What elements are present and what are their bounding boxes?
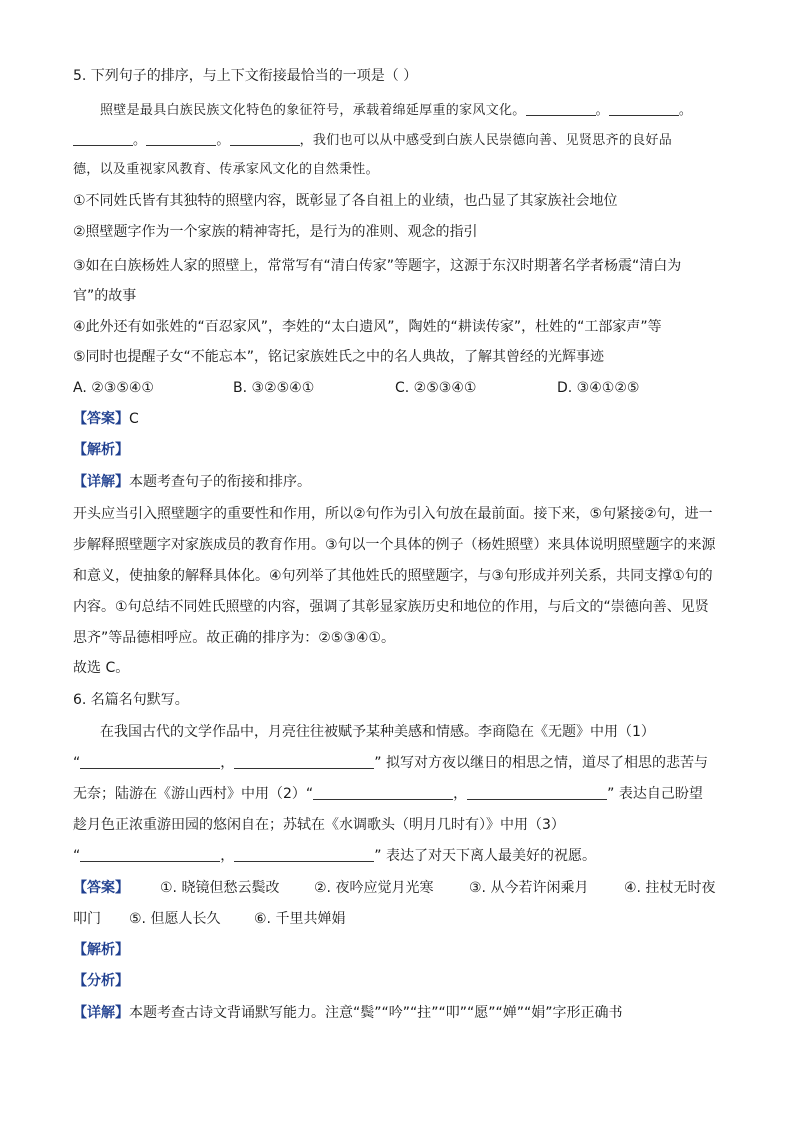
option-d: D. ③④①②⑤ bbox=[557, 380, 640, 396]
answer-tag: 【答案】 bbox=[73, 880, 129, 896]
q6-para-3 bbox=[73, 784, 703, 804]
q5-passage-line3: 德，以及重视家风教育、传承家风文化的自然秉性。 bbox=[73, 162, 379, 177]
blank bbox=[526, 100, 596, 116]
answer-item: ⑤. 但愿人长久 bbox=[129, 911, 221, 927]
q5-sep: 。 bbox=[678, 103, 693, 118]
q5-sep: 。 bbox=[595, 103, 609, 118]
fill-blank-4 bbox=[467, 784, 607, 800]
q6-para-4: 趁月色正浓重游田园的悠闲自在；苏轼在《水调歌头（明月几时有）》中用（3） bbox=[73, 817, 565, 833]
blank bbox=[230, 130, 300, 146]
blank bbox=[73, 130, 133, 146]
q6-para-2-tail: ” 拟写对方夜以继日的相思之情，道尽了相思的悲苦与 bbox=[374, 755, 708, 771]
q5-passage-line1 bbox=[100, 100, 692, 121]
q5-detail-p2: 步解释照壁题字对家族成员的教育作用。③句以一个具体的例子（杨姓照壁）来具体说明照壁题字的来源 bbox=[73, 537, 716, 553]
blank bbox=[609, 100, 679, 116]
q5-detail-p1: 开头应当引入照壁题字的重要性和作用，所以②句作为引入句放在最前面。接下来，⑤句紧接②句，进一 bbox=[73, 506, 713, 522]
option-c: C. ②⑤③④① bbox=[395, 380, 477, 396]
answer-tag: 【答案】 bbox=[73, 411, 129, 427]
quote-open: “ bbox=[73, 848, 81, 864]
q5-item-2: ②照壁题字作为一个家族的精神寄托，是行为的准则、观念的指引 bbox=[73, 224, 478, 240]
q5-detail-p5: 思齐”等品德相呼应。故正确的排序为：②⑤③④①。 bbox=[73, 630, 396, 646]
q5-passage-tail: ，我们也可以从中感受到白族人民崇德向善、见贤思齐的良好品 bbox=[299, 133, 673, 148]
q5-conclusion: 故选 C。 bbox=[73, 660, 130, 676]
q6-analysis2 bbox=[73, 971, 129, 991]
q5-item-3a: ③如在白族杨姓人家的照壁上，常常写有“清白传家”等题字，这源于东汉时期著名学者杨震“清白为 bbox=[73, 258, 682, 274]
q6-para-5 bbox=[73, 846, 596, 866]
q6-para-5-tail: ” 表达了对天下离人最美好的祝愿。 bbox=[374, 848, 596, 864]
answer-item: ①. 晓镜但愁云鬓改 bbox=[160, 880, 280, 896]
answer-item: ⑥. 千里共婵娟 bbox=[254, 911, 346, 927]
q5-passage-text: 照壁是最具白族民族文化特色的象征符号，承载着绵延厚重的家风文化。 bbox=[100, 103, 526, 118]
analysis-tag: 【解析】 bbox=[73, 442, 129, 458]
comma: ， bbox=[220, 848, 235, 864]
fill-blank-3 bbox=[313, 784, 453, 800]
detail-tag: 【详解】 bbox=[73, 1005, 129, 1021]
answer-item: ④. 拄杖无时夜 bbox=[624, 880, 716, 896]
q6-para-2 bbox=[73, 753, 708, 773]
q5-detail-intro bbox=[73, 472, 311, 492]
comma: ， bbox=[453, 786, 468, 802]
q5-sep: 。 bbox=[133, 133, 147, 148]
q5-passage-line2 bbox=[73, 130, 672, 151]
quote-open: “ bbox=[73, 755, 81, 771]
fill-blank-6 bbox=[234, 846, 374, 862]
analysis2-tag: 【分析】 bbox=[73, 973, 129, 989]
q6-answer-row-2 bbox=[73, 909, 473, 929]
q6-answer-row-1 bbox=[73, 878, 723, 898]
fill-blank-1 bbox=[80, 753, 220, 769]
q6-analysis bbox=[73, 940, 129, 960]
q6-para-3-tail: ” 表达自己盼望 bbox=[607, 786, 703, 802]
q5-analysis bbox=[73, 440, 129, 460]
q5-sep: 。 bbox=[216, 133, 230, 148]
q6-detail bbox=[73, 1003, 623, 1023]
q5-answer bbox=[73, 409, 139, 429]
option-a: A. ②③⑤④① bbox=[73, 380, 154, 396]
q5-item-4: ④此外还有如张姓的“百忍家风”，李姓的“太白遗风”，陶姓的“耕读传家”，杜姓的“工部家声”等 bbox=[73, 319, 662, 335]
q5-item-5: ⑤同时也提醒子女“不能忘本”，铭记家族姓氏之中的名人典故，了解其曾经的光辉事迹 bbox=[73, 349, 605, 365]
detail-intro-text: 本题考查句子的衔接和排序。 bbox=[129, 474, 311, 490]
fill-blank-2 bbox=[234, 753, 374, 769]
q5-stem: 5. 下列句子的排序，与上下文衔接最恰当的一项是（ ） bbox=[73, 68, 418, 84]
detail-text: 本题考查古诗文背诵默写能力。注意“鬓”“吟”“拄”“叩”“愿”“婵”“娟”字形正确书 bbox=[129, 1005, 623, 1021]
q5-options bbox=[73, 378, 723, 398]
q6-stem: 6. 名篇名句默写。 bbox=[73, 692, 189, 708]
analysis-tag: 【解析】 bbox=[73, 942, 129, 958]
detail-tag: 【详解】 bbox=[73, 474, 129, 490]
answer-value: C bbox=[129, 411, 139, 427]
option-b: B. ③②⑤④① bbox=[233, 380, 315, 396]
q5-item-3b: 官”的故事 bbox=[73, 288, 137, 304]
q5-detail-p3: 和意义，使抽象的解释具体化。④句列举了其他姓氏的照壁题字，与③句形成并列关系，共同支撑①句的 bbox=[73, 568, 713, 584]
answer-item: ②. 夜吟应觉月光寒 bbox=[314, 880, 434, 896]
comma: ， bbox=[220, 755, 235, 771]
q6-para-3-head: 无奈；陆游在《游山西村》中用（2）“ bbox=[73, 786, 314, 802]
answer-item: 叩门 bbox=[73, 911, 101, 927]
blank bbox=[146, 130, 216, 146]
q5-item-1: ①不同姓氏皆有其独特的照壁内容，既彰显了各自祖上的业绩，也凸显了其家族社会地位 bbox=[73, 193, 618, 209]
fill-blank-5 bbox=[80, 846, 220, 862]
q5-detail-p4: 内容。①句总结不同姓氏照壁的内容，强调了其彰显家族历史和地位的作用，与后文的“崇德向善、见贤 bbox=[73, 599, 709, 615]
answer-item: ③. 从今若许闲乘月 bbox=[469, 880, 589, 896]
q6-para-1: 在我国古代的文学作品中，月亮往往被赋予某种美感和情感。李商隐在《无题》中用（1） bbox=[100, 724, 655, 740]
